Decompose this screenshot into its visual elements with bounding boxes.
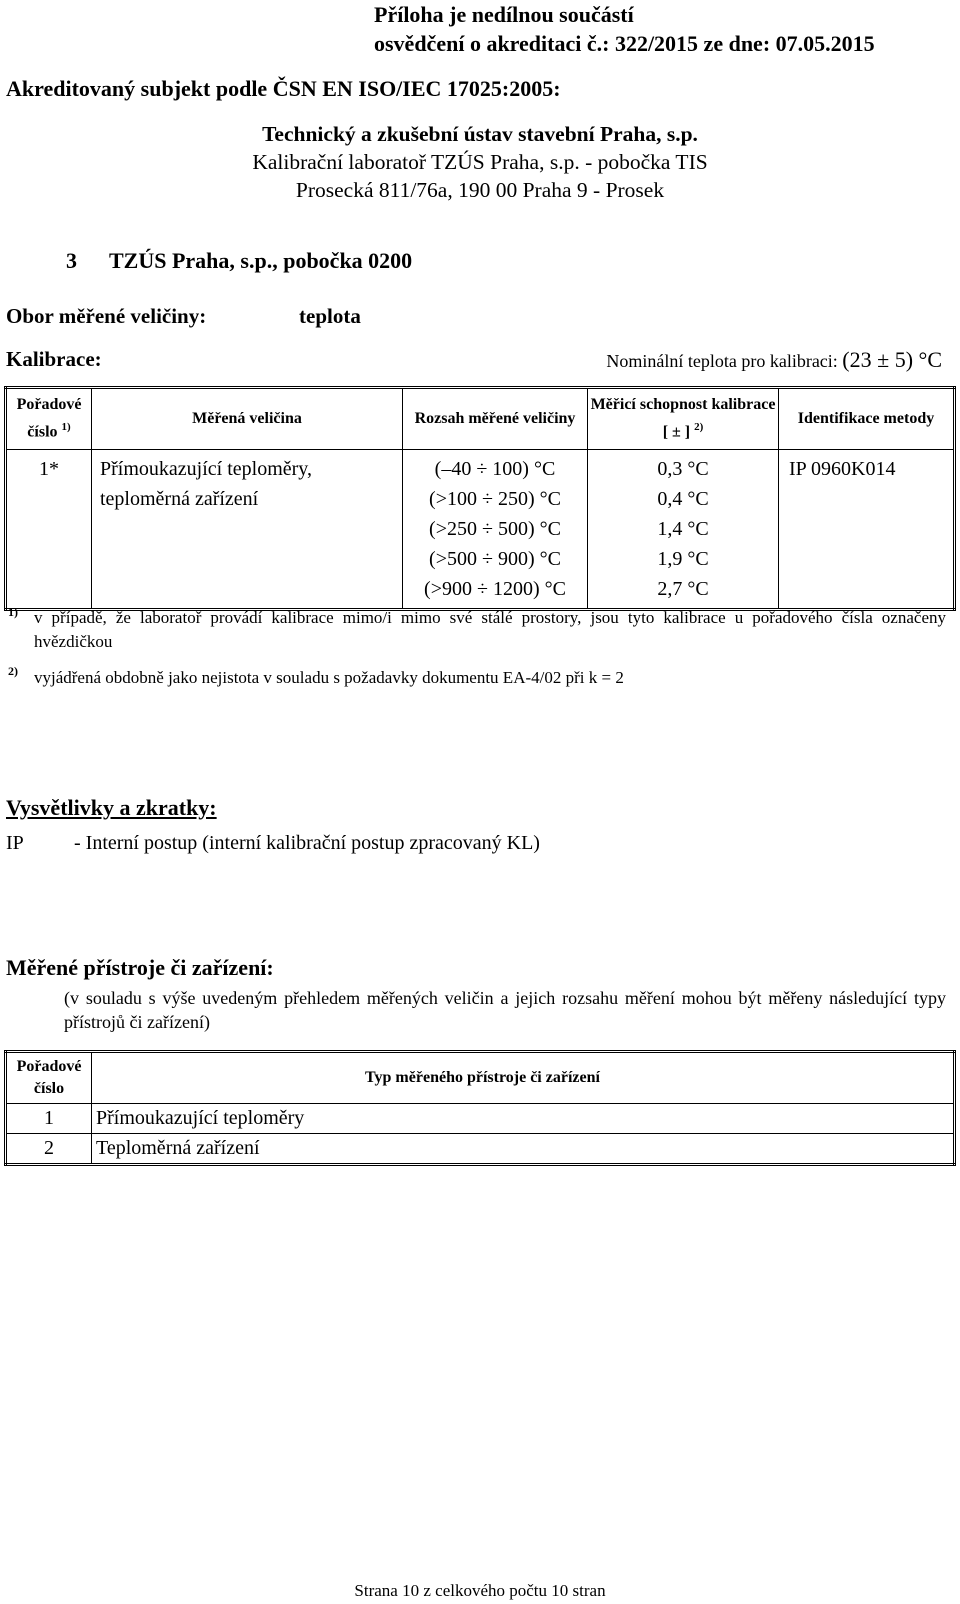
- row-method: IP 0960K014: [779, 450, 955, 610]
- device-order: 2: [6, 1134, 92, 1165]
- devices-note: (v souladu s výše uvedeným přehledem měřených veličin a jejich rozsahu měření mohou být měřeny následující typy přístrojů či zařízení): [64, 988, 946, 1032]
- explanation-item: [6, 832, 540, 855]
- accredited-subject-label: Akreditovaný subjekt podle ČSN EN ISO/IEC 17025:2005:: [6, 76, 561, 101]
- row-ranges: [403, 450, 588, 610]
- annex-note: [374, 0, 934, 58]
- explanation-text: - Interní postup (interní kalibrační postup zpracovaný KL): [74, 832, 540, 854]
- range-value: (>500 ÷ 900) °C: [429, 548, 561, 570]
- range-value: (>100 ÷ 250) °C: [429, 488, 561, 510]
- device-type: Přímoukazující teploměry: [92, 1104, 955, 1134]
- capability-value: 1,9 °C: [657, 548, 709, 570]
- header-capability: [588, 388, 779, 450]
- header-order: [6, 388, 92, 450]
- devices-header-row: [6, 1052, 955, 1104]
- row-order: 1*: [6, 450, 92, 610]
- range-value: (–40 ÷ 100) °C: [434, 458, 556, 480]
- footnote-1-mark: 1): [8, 605, 18, 619]
- annex-line-1: Příloha je nedílnou součástí: [374, 2, 634, 27]
- row-quantity: Přímoukazující teploměry, teploměrná zařízení: [92, 450, 403, 610]
- page-footer: Strana 10 z celkového počtu 10 stran: [354, 1581, 606, 1600]
- header-capability-ref: 2): [694, 421, 704, 434]
- row-capabilities: [588, 450, 779, 610]
- capability-value: 0,3 °C: [657, 458, 709, 480]
- field-value: teplota: [299, 304, 361, 328]
- annex-line-2: osvědčení o akreditaci č.: 322/2015 ze dne: 07.05.2015: [374, 31, 875, 56]
- header-method: Identifikace metody: [779, 388, 955, 450]
- nominal-temperature-label: Nominální teplota pro kalibraci:: [606, 351, 838, 371]
- organization-name: Technický a zkušební ústav stavební Praha, s.p.: [262, 122, 698, 146]
- explanation-abbr: IP: [6, 832, 24, 854]
- section-number: 3: [66, 248, 77, 273]
- footnote-2-text: vyjádřená obdobně jako nejistota v souladu s požadavky dokumentu EA-4/02 při k = 2: [34, 668, 624, 687]
- device-type: Teploměrná zařízení: [92, 1134, 955, 1165]
- section-title: TZÚS Praha, s.p., pobočka 0200: [109, 248, 413, 273]
- header-quantity: Měřená veličina: [92, 388, 403, 450]
- capability-value: 1,4 °C: [657, 518, 709, 540]
- calibration-label: Kalibrace:: [6, 347, 102, 371]
- devices-table: [4, 1050, 956, 1166]
- footnote-2-mark: 2): [8, 664, 18, 678]
- laboratory-name: Kalibrační laboratoř TZÚS Praha, s.p. - pobočka TIS: [252, 150, 708, 174]
- calibration-table: [4, 386, 956, 611]
- header-capability-text: Měřicí schopnost kalibrace [ ± ]: [590, 396, 776, 441]
- header-order-text: Pořadové číslo: [16, 396, 82, 441]
- devices-header-order: Pořadové číslo: [6, 1052, 92, 1104]
- section-heading: [66, 248, 412, 274]
- devices-title: Měřené přístroje či zařízení:: [6, 955, 274, 980]
- table-row: [6, 450, 955, 610]
- explanations-title: Vysvětlivky a zkratky:: [6, 795, 217, 820]
- footnote-1-text: v případě, že laboratoř provádí kalibrace mimo/i mimo své stálé prostory, jsou tyto kalibrace u pořadového čísla označeny hvězdičkou: [34, 608, 946, 651]
- table-row: [6, 1104, 955, 1134]
- nominal-temperature: [606, 347, 942, 373]
- range-value: (>900 ÷ 1200) °C: [424, 578, 566, 600]
- header-range: Rozsah měřené veličiny: [403, 388, 588, 450]
- organization-block: [0, 120, 960, 204]
- capability-value: 2,7 °C: [657, 578, 709, 600]
- header-order-ref: 1): [61, 421, 71, 434]
- capability-value: 0,4 °C: [657, 488, 709, 510]
- devices-header-type: Typ měřeného přístroje či zařízení: [92, 1052, 955, 1104]
- device-order: 1: [6, 1104, 92, 1134]
- address: Prosecká 811/76a, 190 00 Praha 9 - Prosek: [295, 178, 665, 202]
- nominal-temperature-value: (23 ± 5) °C: [842, 347, 942, 372]
- field-label: Obor měřené veličiny:: [6, 304, 207, 328]
- table-row: [6, 1134, 955, 1165]
- range-value: (>250 ÷ 500) °C: [429, 518, 561, 540]
- table-header-row: [6, 388, 955, 450]
